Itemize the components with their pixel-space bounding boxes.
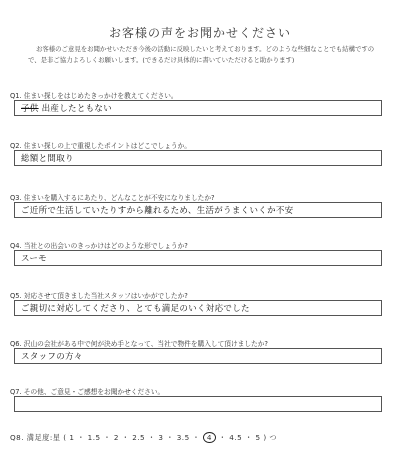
answer-3-text: ご近所で生活していたりすから離れるため、生活がうまくいくか不安 [21, 206, 294, 216]
page-title: お客様の声をお聞かせください [108, 26, 291, 40]
answer-5-text: ご親切に対応してくださり、とても満足のいく対応でした [21, 304, 250, 314]
answer-1-box [14, 100, 382, 116]
answer-7-box [14, 396, 382, 412]
satisfaction-prefix: Q8. 満足度:星 ( 1 ・ 1.5 ・ 2 ・ 2.5 ・ 3 ・ 3.5 ・ [10, 433, 201, 442]
question-1-label: Q1. 住まい探しをはじめたきっかけを教えてください。 [10, 92, 178, 100]
satisfaction-suffix: ・ 4.5 ・ 5 ) つ [218, 433, 278, 442]
answer-6-text: スタッフの方々 [21, 352, 83, 362]
satisfaction-rating [10, 432, 277, 443]
question-3-label: Q3. 住まいを購入するにあたり、どんなことが不安になりましたか? [10, 194, 215, 202]
answer-3-box [14, 202, 382, 218]
answer-4-box [14, 250, 382, 266]
intro-text: お客様のご意見をお聞かせいただき今後の活動に反映したいと考えております。どのような些細なことでも結構ですので、是非ご協力よろしくお願いします。(できるだけ具体的に書いていただけると助かります) [28, 45, 375, 64]
answer-5-box [14, 300, 382, 316]
answer-2-box [14, 150, 382, 166]
answer-1-main-text: 出産したともない [41, 104, 113, 114]
question-7-label: Q7. その他、ご意見・ご感想をお聞かせください。 [10, 388, 165, 396]
satisfaction-selected: 4 [203, 432, 216, 443]
answer-2-text: 総額と間取り [21, 154, 74, 164]
answer-4-text: スーモ [21, 254, 47, 264]
answer-1-struck-text: 子供 [21, 104, 39, 114]
question-6-label: Q6. 沢山の会社がある中で何が決め手となって、当社で物件を購入して頂けましたか? [10, 340, 268, 348]
answer-6-box [14, 348, 382, 364]
question-2-label: Q2. 住まい探しの上で重視したポイントはどこでしょうか。 [10, 142, 191, 150]
answer-1-text [21, 102, 112, 114]
question-4-label: Q4. 当社との出会いのきっかけはどのような形でしょうか? [10, 242, 188, 250]
question-5-label: Q5. 対応させて頂きました当社スタッフはいかがでしたか? [10, 292, 188, 300]
